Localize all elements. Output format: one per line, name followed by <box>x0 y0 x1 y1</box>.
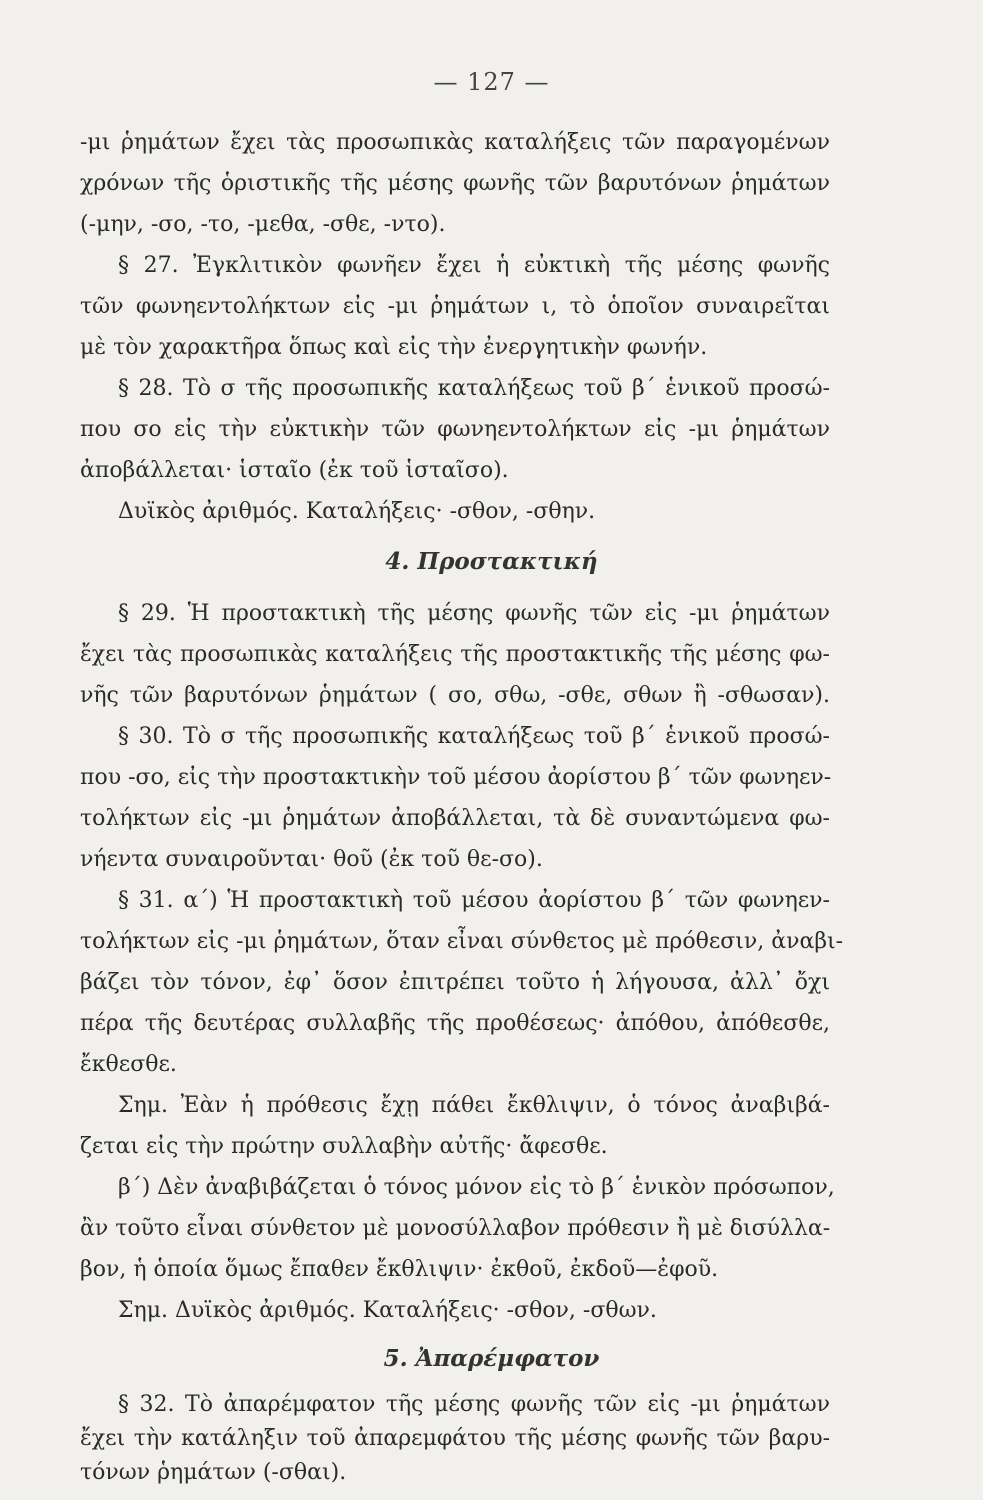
text-line: § 27. Ἐγκλιτικὸν φωνῆεν ἔχει ἡ εὐκτικὴ τῆς μέσης φωνῆς <box>118 253 830 278</box>
text-line: -μι ῥημάτων ἔχει τὰς προσωπικὰς καταλήξεις τῶν παραγομένων <box>80 130 830 155</box>
text-line: ἔχει τὰς προσωπικὰς καταλήξεις τῆς προστακτικῆς τῆς μέσης φω- <box>80 642 830 667</box>
text-line: τολήκτων εἰς -μι ῥημάτων ἀποβάλλεται, τὰ δὲ συναντώμενα φω- <box>80 806 830 831</box>
text-line: που -σο, εἰς τὴν προστακτικὴν τοῦ μέσου ἀορίστου β΄ τῶν φωνηεν- <box>80 765 832 790</box>
text-line: β΄) Δὲν ἀναβιβάζεται ὁ τόνος μόνον εἰς τὸ β΄ ἑνικὸν πρόσωπον, <box>118 1175 835 1200</box>
text-line: μὲ τὸν χαρακτῆρα ὅπως καὶ εἰς τὴν ἐνεργητικὴν φωνήν. <box>80 335 708 360</box>
text-line: χρόνων τῆς ὁριστικῆς τῆς μέσης φωνῆς τῶν βαρυτόνων ῥημάτων <box>80 171 830 196</box>
text-line: ἔχει τὴν κατάληξιν τοῦ ἀπαρεμφάτου τῆς μέσης φωνῆς τῶν βαρυ- <box>80 1426 830 1451</box>
text-line: νήεντα συναιροῦνται· θοῦ (ἐκ τοῦ θε-σο). <box>80 847 543 872</box>
text-line: τολήκτων εἰς -μι ῥημάτων, ὅταν εἶναι σύνθετος μὲ πρόθεσιν, ἀναβι- <box>80 929 844 954</box>
text-line: (-μην, -σο, -το, -μεθα, -σθε, -ντο). <box>80 212 446 237</box>
text-line: § 30. Τὸ σ τῆς προσωπικῆς καταλήξεως τοῦ β΄ ἑνικοῦ προσώ- <box>118 724 830 749</box>
note-line: Σημ. Ἐὰν ἡ πρόθεσις ἔχῃ πάθει ἔκθλιψιν, ὁ τόνος ἀναβιβά- <box>118 1093 830 1118</box>
text-line: ἂν τοῦτο εἶναι σύνθετον μὲ μονοσύλλαβον πρόθεσιν ἢ μὲ δισύλλα- <box>80 1216 831 1241</box>
text-line: νῆς τῶν βαρυτόνων ῥημάτων ( σο, σθω, -σθε, σθων ἢ -σθωσαν). <box>80 683 830 708</box>
text-line: που σο εἰς τὴν εὐκτικὴν τῶν φωνηεντολήκτων εἰς -μι ῥημάτων <box>80 417 830 442</box>
text-line: τόνων ῥημάτων (-σθαι). <box>80 1460 347 1485</box>
text-line: Δυϊκὸς ἀριθμός. Καταλήξεις· -σθον, -σθην. <box>118 499 596 524</box>
text-line: ἔκθεσθε. <box>80 1052 177 1077</box>
text-line: § 29. Ἡ προστακτικὴ τῆς μέσης φωνῆς τῶν εἰς -μι ῥημάτων <box>118 601 830 626</box>
section-heading: 4. Προστακτική <box>385 548 598 575</box>
text-line: βάζει τὸν τόνον, ἐφ᾽ ὅσον ἐπιτρέπει τοῦτο ἡ λήγουσα, ἀλλ᾽ ὄχι <box>80 970 830 995</box>
text-line: βον, ἡ ὁποία ὅμως ἔπαθεν ἔκθλιψιν· ἐκθοῦ, ἐκδοῦ—ἐφοῦ. <box>80 1257 719 1282</box>
note-line: Σημ. Δυϊκὸς ἀριθμός. Καταλήξεις· -σθον, -σθων. <box>118 1298 657 1323</box>
text-line: § 32. Τὸ ἀπαρέμφατον τῆς μέσης φωνῆς τῶν εἰς -μι ῥημάτων <box>118 1392 830 1417</box>
text-line: § 31. α΄) Ἡ προστακτικὴ τοῦ μέσου ἀορίστου β΄ τῶν φωνηεν- <box>118 888 830 913</box>
text-line: § 28. Τὸ σ τῆς προσωπικῆς καταλήξεως τοῦ β΄ ἑνικοῦ προσώ- <box>118 376 830 401</box>
text-line: ἀποβάλλεται· ἱσταῖο (ἐκ τοῦ ἱσταῖσο). <box>80 458 509 483</box>
section-heading: 5. Ἀπαρέμφατον <box>383 1345 600 1372</box>
text-line: τῶν φωνηεντολήκτων εἰς -μι ῥημάτων ι, τὸ ὁποῖον συναιρεῖται <box>80 294 830 319</box>
text-line: ζεται εἰς τὴν πρώτην συλλαβὴν αὐτῆς· ἄφεσθε. <box>80 1134 608 1159</box>
text-line: πέρα τῆς δευτέρας συλλαβῆς τῆς προθέσεως· ἀπόθου, ἀπόθεσθε, <box>80 1011 830 1036</box>
page-number: — 127 — <box>433 68 550 96</box>
